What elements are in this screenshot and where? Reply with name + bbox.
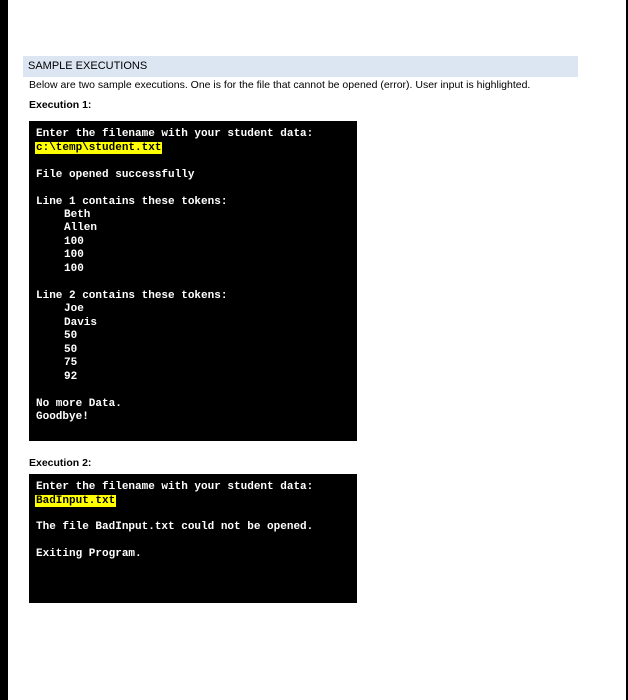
file-opened-message: File opened successfully: [36, 169, 195, 181]
section-header: [23, 56, 578, 77]
token: 50: [64, 330, 78, 342]
filename-prompt: Enter the filename with your student data:: [36, 481, 314, 493]
token: Joe: [64, 303, 84, 315]
token: 50: [64, 344, 78, 356]
line-2-header: Line 2 contains these tokens:: [36, 290, 228, 302]
user-input-highlight: BadInput.txt: [36, 495, 116, 507]
execution-1-terminal: [29, 121, 357, 441]
token: Beth: [64, 209, 91, 221]
token: 100: [64, 249, 84, 261]
left-page-border: [0, 0, 8, 700]
line-1-header: Line 1 contains these tokens:: [36, 196, 228, 208]
intro-text: Below are two sample executions. One is for the file that cannot be opened (error). User input is highlighted.: [29, 79, 531, 91]
section-title: SAMPLE EXECUTIONS: [28, 60, 148, 72]
exiting-message: Exiting Program.: [36, 548, 142, 560]
token: Allen: [64, 222, 98, 234]
execution-2-terminal: [29, 474, 357, 603]
execution-2-label: Execution 2:: [29, 457, 92, 469]
no-more-data-message: No more Data.: [36, 398, 122, 410]
error-message: The file BadInput.txt could not be opened.: [36, 521, 314, 533]
execution-1-label: Execution 1:: [29, 99, 92, 111]
token: Davis: [64, 317, 98, 329]
token: 100: [64, 263, 84, 275]
filename-prompt: Enter the filename with your student data:: [36, 128, 314, 140]
user-input-highlight: c:\temp\student.txt: [36, 142, 162, 154]
goodbye-message: Goodbye!: [36, 411, 89, 423]
token: 75: [64, 357, 78, 369]
token: 92: [64, 371, 78, 383]
token: 100: [64, 236, 84, 248]
